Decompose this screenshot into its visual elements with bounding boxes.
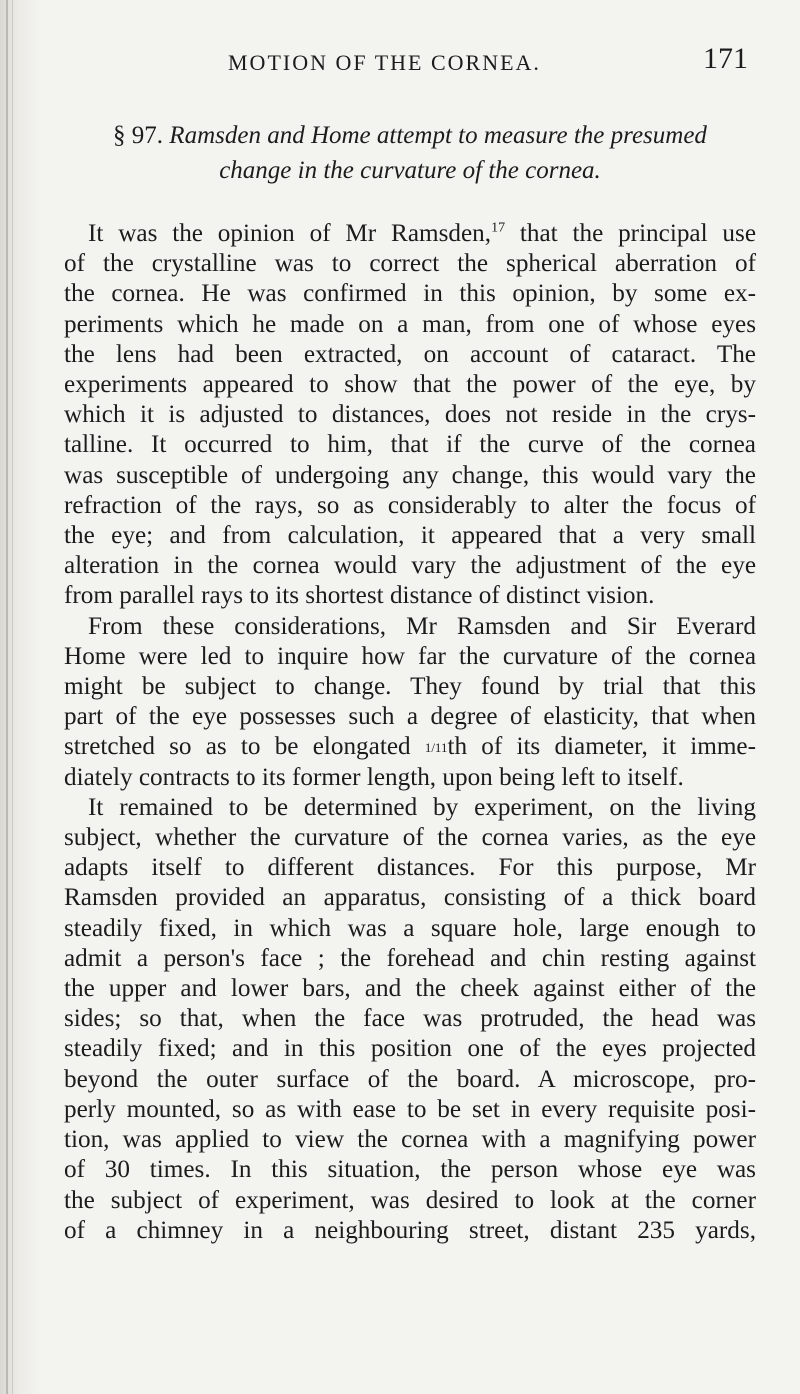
text-line (64, 732, 756, 762)
section-number: § 97. (113, 122, 164, 149)
text-line: the lens had been extracted, on account of cataract. The (64, 340, 756, 368)
running-head (228, 40, 748, 84)
text-line: was susceptible of undergoing any change, this would vary the (64, 461, 756, 489)
text-line: talline. It occurred to him, that if the curve of the cornea (64, 431, 756, 459)
text-segment: that the principal use (505, 220, 757, 247)
text-line: alteration in the cornea would vary the adjustment of the eye (64, 552, 756, 580)
text-line: of a chimney in a neighbouring street, distant 235 yards, (64, 1216, 756, 1244)
text-line: the cornea. He was confirmed in this opinion, by some ex- (64, 280, 756, 308)
body-text (64, 219, 756, 1246)
text-line: part of the eye possesses such a degree of elasticity, that when (64, 703, 756, 731)
text-line: It remained to be determined by experiment, on the living (88, 793, 756, 821)
page-gutter-edge (6, 0, 8, 1394)
text-line: which it is adjusted to distances, does not reside in the crys- (64, 401, 756, 429)
text-line: of 30 times. In this situation, the person whose eye was (64, 1156, 756, 1184)
text-line: from parallel rays to its shortest distance of distinct vision. (64, 582, 655, 610)
text-line: refraction of the rays, so as considerably to alter the focus of (64, 491, 756, 519)
text-line: subject, whether the curvature of the cornea varies, as the eye (64, 824, 756, 852)
page-number: 171 (703, 42, 748, 75)
text-line: steadily fixed; and in this position one of the eyes projected (64, 1035, 756, 1063)
text-line: admit a person's face ; the forehead and chin resting against (64, 944, 756, 972)
section-heading (60, 118, 760, 188)
section-title-part-2: change in the curvature of the cornea. (219, 157, 601, 184)
text-segment: th of its diameter, it imme- (447, 733, 756, 761)
fraction-one-eleventh: 1/11 (424, 740, 448, 756)
text-line: the subject of experiment, was desired to look at the corner (64, 1186, 756, 1214)
text-line: adapts itself to different distances. For this purpose, Mr (64, 854, 756, 882)
text-segment: stretched so as to be elongated (64, 733, 425, 761)
text-line: the eye; and from calculation, it appeared that a very small (64, 522, 756, 550)
text-line: might be subject to change. They found by trial that this (64, 673, 756, 701)
text-line: perly mounted, so as with ease to be set in every requisite posi- (64, 1095, 756, 1123)
text-line: From these considerations, Mr Ramsden and Sir Everard (88, 612, 756, 640)
text-line: Home were led to inquire how far the curvature of the cornea (64, 642, 756, 670)
text-line: sides; so that, when the face was protruded, the head was (64, 1005, 756, 1033)
text-line: diately contracts to its former length, upon being left to itself. (64, 763, 684, 791)
page-gutter-shadow (12, 0, 13, 1394)
text-line: periments which he made on a man, from one of whose eyes (64, 310, 756, 338)
section-title-part-1: Ramsden and Home attempt to measure the presumed (169, 122, 707, 149)
section-heading-line-1 (60, 118, 760, 153)
text-line: beyond the outer surface of the board. A microscope, pro- (64, 1065, 756, 1093)
text-line: tion, was applied to view the cornea with a magnifying power (64, 1126, 756, 1154)
text-line: the upper and lower bars, and the cheek against either of the (64, 975, 756, 1003)
footnote-marker: 17 (491, 220, 506, 236)
text-segment: It was the opinion of Mr Ramsden, (88, 220, 492, 247)
text-line: experiments appeared to show that the power of the eye, by (64, 371, 756, 399)
text-line: steadily fixed, in which was a square hole, large enough to (64, 914, 756, 942)
running-title: MOTION OF THE CORNEA. (228, 50, 541, 75)
text-line: of the crystalline was to correct the spherical aberration of (64, 250, 756, 278)
text-line (64, 219, 756, 249)
text-line: Ramsden provided an apparatus, consisting of a thick board (64, 884, 756, 912)
